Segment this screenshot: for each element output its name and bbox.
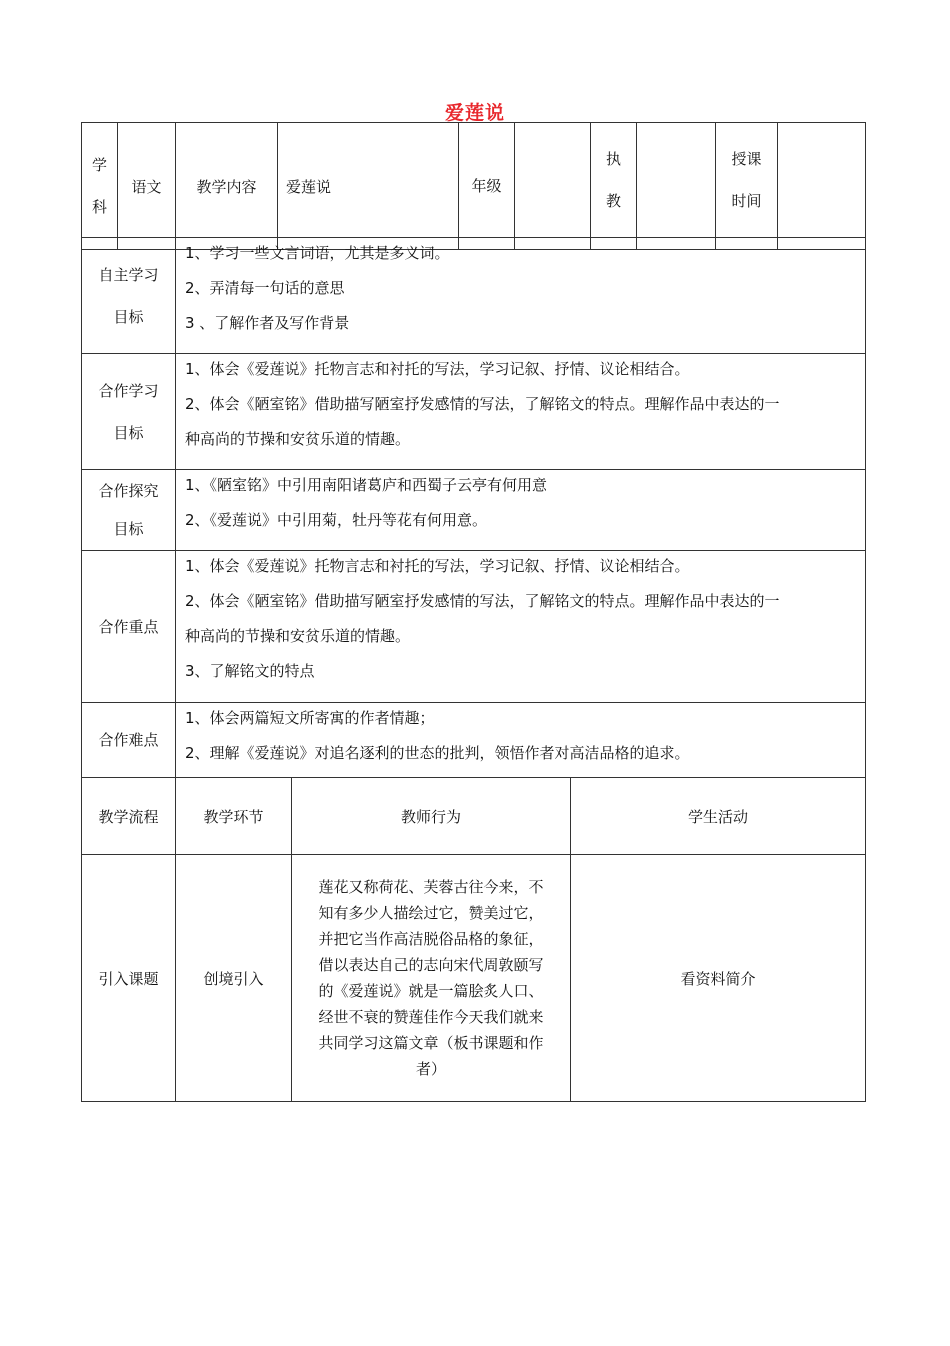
time-label-bottom: 时间 [731, 192, 762, 210]
teacher-label-bottom: 教 [605, 192, 621, 210]
goal-line: 种高尚的节操和安贫乐道的情趣。 [185, 627, 411, 645]
goal-line: 3 、了解作者及写作背景 [185, 314, 350, 332]
grade-value [515, 123, 591, 250]
flow-header-step: 教学环节 [176, 778, 292, 855]
subject-label-top: 学 [91, 156, 107, 174]
subject-value: 语文 [118, 123, 176, 250]
goal-line: 1、体会《爱莲说》托物言志和衬托的写法，学习记叙、抒情、议论相结合。 [185, 360, 690, 378]
flow-header-teacher: 教师行为 [292, 778, 571, 855]
goal-line: 2、体会《陋室铭》借助描写陋室抒发感情的写法，了解铭文的特点。理解作品中表达的一 [185, 395, 780, 413]
goal-label-cell [82, 470, 176, 551]
goal-label-bottom: 目标 [113, 307, 144, 326]
goal-line: 2、理解《爱莲说》对追名逐利的世态的批判，领悟作者对高洁品格的追求。 [185, 744, 690, 762]
goal-row [82, 470, 866, 551]
flow-row [82, 855, 866, 1102]
teacher-line: 者） [415, 1060, 446, 1078]
goal-content-cell [176, 470, 866, 551]
flow-header-process: 教学流程 [82, 778, 176, 855]
flow-teacher-behavior [292, 855, 571, 1102]
goal-line: 3、了解铭文的特点 [185, 662, 315, 680]
goal-content-cell [176, 551, 866, 703]
goal-label-top: 合作探究 [98, 482, 159, 500]
goal-label-top: 自主学习 [98, 265, 159, 284]
goal-label-cell [82, 703, 176, 778]
content-value: 爱莲说 [278, 123, 459, 250]
goal-line: 1、《陋室铭》中引用南阳诸葛庐和西蜀子云亭有何用意 [185, 476, 548, 494]
goal-label-cell [82, 551, 176, 703]
teacher-label-top: 执 [605, 150, 621, 168]
lesson-header-table [81, 122, 866, 250]
goal-label-cell [82, 238, 176, 354]
goal-content-cell [176, 354, 866, 470]
goal-line: 1、学习一些文言词语，尤其是多义词。 [185, 244, 450, 262]
flow-student-activity: 看资料简介 [571, 855, 866, 1102]
teacher-value [637, 123, 716, 250]
flow-process: 引入课题 [82, 855, 176, 1102]
goal-label-top: 合作学习 [98, 381, 159, 400]
teacher-line: 的《爱莲说》就是一篇脍炙人口、 [318, 982, 544, 1000]
teaching-flow-table [81, 777, 866, 1102]
content-label: 教学内容 [176, 123, 278, 250]
goal-content-cell [176, 238, 866, 354]
goal-label-bottom: 目标 [113, 423, 144, 442]
goal-row [82, 354, 866, 470]
teacher-line: 知有多少人描绘过它，赞美过它， [318, 904, 544, 922]
teacher-line: 并把它当作高洁脱俗品格的象征， [318, 930, 544, 948]
goal-line: 2、《爱莲说》中引用菊，牡丹等花有何用意。 [185, 511, 488, 529]
goal-label-bottom: 目标 [113, 520, 144, 538]
goal-row [82, 703, 866, 778]
goal-line: 2、体会《陋室铭》借助描写陋室抒发感情的写法，了解铭文的特点。理解作品中表达的一 [185, 592, 780, 610]
time-label-top: 授课 [731, 150, 762, 168]
goal-content-cell [176, 703, 866, 778]
grade-label: 年级 [459, 123, 515, 250]
time-value [778, 123, 866, 250]
goal-label: 合作重点 [98, 617, 159, 636]
teacher-line: 莲花又称荷花、芙蓉古往今来，不 [318, 878, 544, 896]
document-title: 爱莲说 [444, 102, 505, 124]
goal-line: 1、体会两篇短文所寄寓的作者情趣； [185, 709, 435, 727]
teacher-label-cell [591, 123, 637, 250]
time-label-cell [716, 123, 778, 250]
goals-table [81, 237, 866, 778]
teacher-line: 共同学习这篇文章（板书课题和作 [318, 1034, 544, 1052]
flow-step: 创境引入 [176, 855, 292, 1102]
goal-row [82, 238, 866, 354]
goal-line: 1、体会《爱莲说》托物言志和衬托的写法，学习记叙、抒情、议论相结合。 [185, 557, 690, 575]
goal-label: 合作难点 [98, 731, 159, 749]
flow-header-row [82, 778, 866, 855]
goal-row [82, 551, 866, 703]
teacher-line: 借以表达自己的志向宋代周敦颐写 [318, 956, 544, 974]
flow-header-student: 学生活动 [571, 778, 866, 855]
teacher-line: 经世不衰的赞莲佳作今天我们就来 [318, 1008, 544, 1026]
goal-label-cell [82, 354, 176, 470]
goal-line: 2、弄清每一句话的意思 [185, 279, 345, 297]
subject-label-bottom: 科 [91, 198, 107, 216]
goal-line: 种高尚的节操和安贫乐道的情趣。 [185, 430, 411, 448]
subject-label-cell [82, 123, 118, 250]
